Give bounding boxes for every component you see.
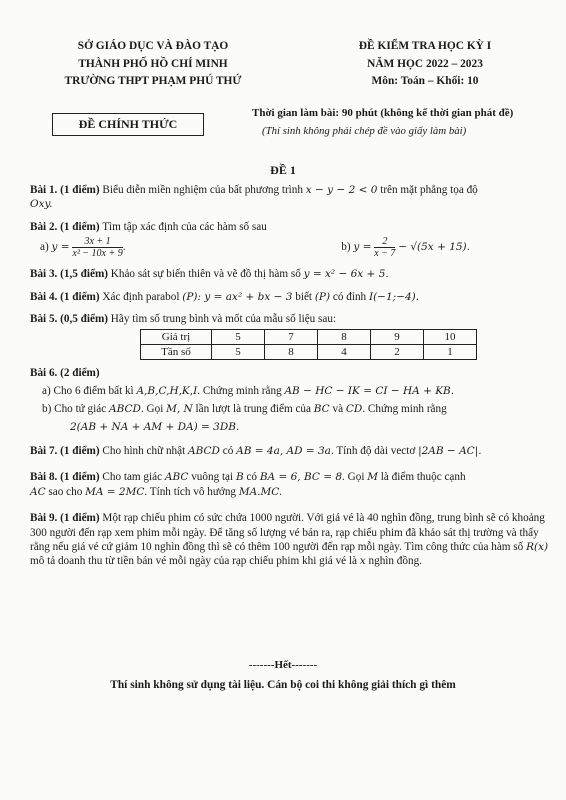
problem-6a-text: Cho 6 điểm bất kì <box>53 384 137 397</box>
problem-8-text7: . Tính tích vô hướng <box>144 485 239 498</box>
problem-list <box>30 183 550 577</box>
problem-8-text5: là điểm thuộc cạnh <box>377 471 466 484</box>
problem-3-label: Bài 3. (1,5 điểm) <box>30 268 108 281</box>
problem-2 <box>30 220 550 234</box>
problem-6b-text4: và <box>329 403 346 416</box>
problem-8-math: ABC <box>164 471 189 484</box>
problem-2a-prefix: a) <box>40 241 52 254</box>
problem-5-text: Hãy tìm số trung bình và mốt của mẫu số liệu sau: <box>108 313 337 326</box>
problem-2-text: Tìm tập xác định của các hàm số sau <box>99 220 267 233</box>
problem-9-text2: mô tả doanh thu từ tiền bán vé mỗi ngày của rạp chiếu phim khi giá vé là <box>30 555 360 568</box>
frequency-table <box>140 329 477 360</box>
table-cell: 4 <box>318 345 371 360</box>
problem-3-text: Khảo sát sự biến thiên và vẽ đồ thị hàm số <box>108 268 304 281</box>
table-cell: 7 <box>265 330 318 345</box>
problem-4-text3: có đỉnh <box>330 290 369 303</box>
header-left <box>28 38 278 91</box>
problem-9-math2: x <box>359 555 366 568</box>
problem-1-label: Bài 1. (1 điểm) <box>30 184 100 196</box>
problem-6-label: Bài 6. (2 điểm) <box>30 367 100 380</box>
problem-8-math6: MA = 2MC <box>85 485 145 498</box>
problem-8-text4: . Gọi <box>342 471 368 484</box>
subject-grade: Môn: Toán – Khối: 10 <box>371 75 479 88</box>
problem-4-text: Xác định parabol <box>99 290 183 303</box>
problem-8-math7: MA.MC. <box>238 485 283 498</box>
table-header-frequency: Tần số <box>141 345 212 360</box>
problem-6a-text2: . Chứng minh rằng <box>197 384 285 397</box>
department-name: SỞ GIÁO DỤC VÀ ĐÀO TẠO <box>77 40 229 52</box>
problem-8 <box>30 470 550 499</box>
official-exam-badge: ĐỀ CHÍNH THỨC <box>52 113 204 136</box>
problem-6b-math4: CD <box>345 403 363 416</box>
problem-7-text: Cho hình chữ nhật <box>99 445 189 458</box>
problem-1-text: Biểu diễn miền nghiệm của bất phương trình <box>99 184 306 196</box>
problem-2a-numerator: 3x + 1 <box>72 236 122 248</box>
problem-6b-equation: 2(AB + NA + AM + DA) = 3DB. <box>70 420 240 433</box>
problem-2b-fraction <box>374 236 395 259</box>
problem-8-text6: sao cho <box>45 485 86 498</box>
problem-1-text2: trên mặt phẳng tọa độ <box>377 184 478 196</box>
exam-title: ĐỀ KIỂM TRA HỌC KỲ I <box>358 40 492 52</box>
problem-2a-denominator: x² − 10x + 9 <box>72 248 123 260</box>
problem-9-math: R(x) <box>526 541 549 554</box>
exam-code: ĐỀ 1 <box>270 163 296 177</box>
problem-1 <box>30 183 550 212</box>
table-header-value: Giá trị <box>141 330 212 345</box>
problem-8-text2: vuông tại <box>188 471 236 484</box>
problem-3-math: y = x² − 6x + 5. <box>303 268 389 281</box>
problem-4-text2: biết <box>292 290 315 303</box>
problem-6a-math: A,B,C,H,K,I <box>136 384 198 397</box>
problem-2a: a) y = $\frac{3x + 1}{\text{x² − 10x + 9}}$ . <box>40 236 126 260</box>
table-cell: 2 <box>371 345 424 360</box>
problem-6a-math2: AB − HC − IK = CI − HA + KB. <box>284 384 455 397</box>
problem-9-label: Bài 9. (1 điểm) <box>30 512 100 525</box>
problem-7-text3: . Tính độ dài vectơ <box>330 445 419 458</box>
problem-4-label: Bài 4. (1 điểm) <box>30 290 100 303</box>
problem-6b-prefix: b) <box>42 403 55 416</box>
problem-2b-y: y = <box>353 241 372 254</box>
table-cell: 5 <box>212 330 265 345</box>
problem-6b-text3: lần lượt là trung điểm của <box>192 403 314 416</box>
problem-1-math: x − y − 2 < 0 <box>305 184 378 196</box>
problem-7-text2: có <box>219 445 237 458</box>
problem-6b-text: Cho tứ giác <box>54 403 109 416</box>
problem-9-text: Một rạp chiếu phim có sức chứa 1000 người. Với giá vé là 40 nghìn đồng, trung bình sẽ có khoảng 300 người đến rạp xem phim mỗi ngày. Để tăng số lượng vé bán ra, rạp chiếu phim đã khảo sát thị trường và thấy rằng nếu giá vé cứ giảm 10 nghìn đồng thì sẽ có thêm 100 người đến rạp mỗi ngày. Tìm công thức của hàm số <box>30 512 545 554</box>
problem-2b-numerator: 2 <box>374 236 395 248</box>
copy-note: (Thí sinh không phải chép đề vào giấy làm bài) <box>262 125 467 137</box>
problem-5 <box>30 312 550 326</box>
problem-2-label: Bài 2. (1 điểm) <box>30 220 100 233</box>
problem-6a <box>30 384 550 398</box>
problem-9-text3: nghìn đồng. <box>365 555 422 568</box>
problem-2b <box>341 236 470 259</box>
table-cell: 9 <box>371 330 424 345</box>
problem-6b-text5: . Chứng minh rằng <box>362 403 447 416</box>
problem-7-math3: |2AB − AC|. <box>418 445 482 458</box>
problem-2a-fraction <box>72 236 122 259</box>
problem-2b-prefix: b) <box>341 241 354 254</box>
school-year: NĂM HỌC 2022 – 2023 <box>367 57 483 70</box>
problem-8-math2: B <box>235 471 244 484</box>
problem-8-text: Cho tam giác <box>99 471 165 484</box>
problem-2-parts <box>30 236 550 259</box>
city-name: THÀNH PHỐ HỒ CHÍ MINH <box>78 57 228 70</box>
table-cell: 8 <box>318 330 371 345</box>
problem-4-math1: (P): y = ax² + bx − 3 <box>182 290 293 303</box>
table-cell: 1 <box>424 345 477 360</box>
table-cell: 10 <box>424 330 477 345</box>
problem-5-label: Bài 5. (0,5 điểm) <box>30 313 108 326</box>
time-limit: Thời gian làm bài: 90 phút (không kể thời gian phát đề) <box>252 107 514 119</box>
problem-8-label: Bài 8. (1 điểm) <box>30 471 100 484</box>
header-right <box>300 38 550 91</box>
table-row-values <box>141 330 477 345</box>
end-marker: -------Hết------- <box>248 659 318 671</box>
problem-6b-math2: M, N <box>166 403 193 416</box>
problem-1-text3: Oxy. <box>30 198 53 211</box>
problem-7-math: ABCD <box>188 445 220 458</box>
problem-8-math4: M <box>367 471 378 484</box>
problem-4 <box>30 290 550 304</box>
problem-6b <box>30 402 550 434</box>
footer-note: Thí sinh không sử dụng tài liệu. Cán bộ coi thi không giải thích gì thêm <box>110 679 456 691</box>
problem-6b-math3: BC <box>313 403 330 416</box>
problem-8-math5: AC <box>30 485 46 498</box>
table-cell: 8 <box>265 345 318 360</box>
problem-6a-prefix: a) <box>42 384 54 397</box>
problem-7-label: Bài 7. (1 điểm) <box>30 445 100 458</box>
table-row-frequency <box>141 345 477 360</box>
problem-2a-y: y = <box>51 241 70 254</box>
school-name: TRƯỜNG THPT PHẠM PHÚ THỨ <box>64 75 242 88</box>
problem-2b-denominator: x − 7 <box>374 248 396 260</box>
problem-6 <box>30 366 550 380</box>
problem-8-text3: có <box>243 471 260 484</box>
problem-9 <box>30 511 550 569</box>
table-cell: 5 <box>212 345 265 360</box>
problem-7-math2: AB = 4a, AD = 3a <box>236 445 331 458</box>
problem-7 <box>30 444 550 458</box>
problem-3 <box>30 267 550 281</box>
problem-4-math3: I(−1;−4). <box>368 290 420 303</box>
problem-4-math2: (P) <box>314 290 331 303</box>
problem-8-math3: BA = 6, BC = 8 <box>259 471 343 484</box>
problem-6b-math: ABCD <box>108 403 141 416</box>
problem-2b-rest: − √(5x + 15). <box>398 241 470 254</box>
problem-6b-text2: . Gọi <box>140 403 167 416</box>
